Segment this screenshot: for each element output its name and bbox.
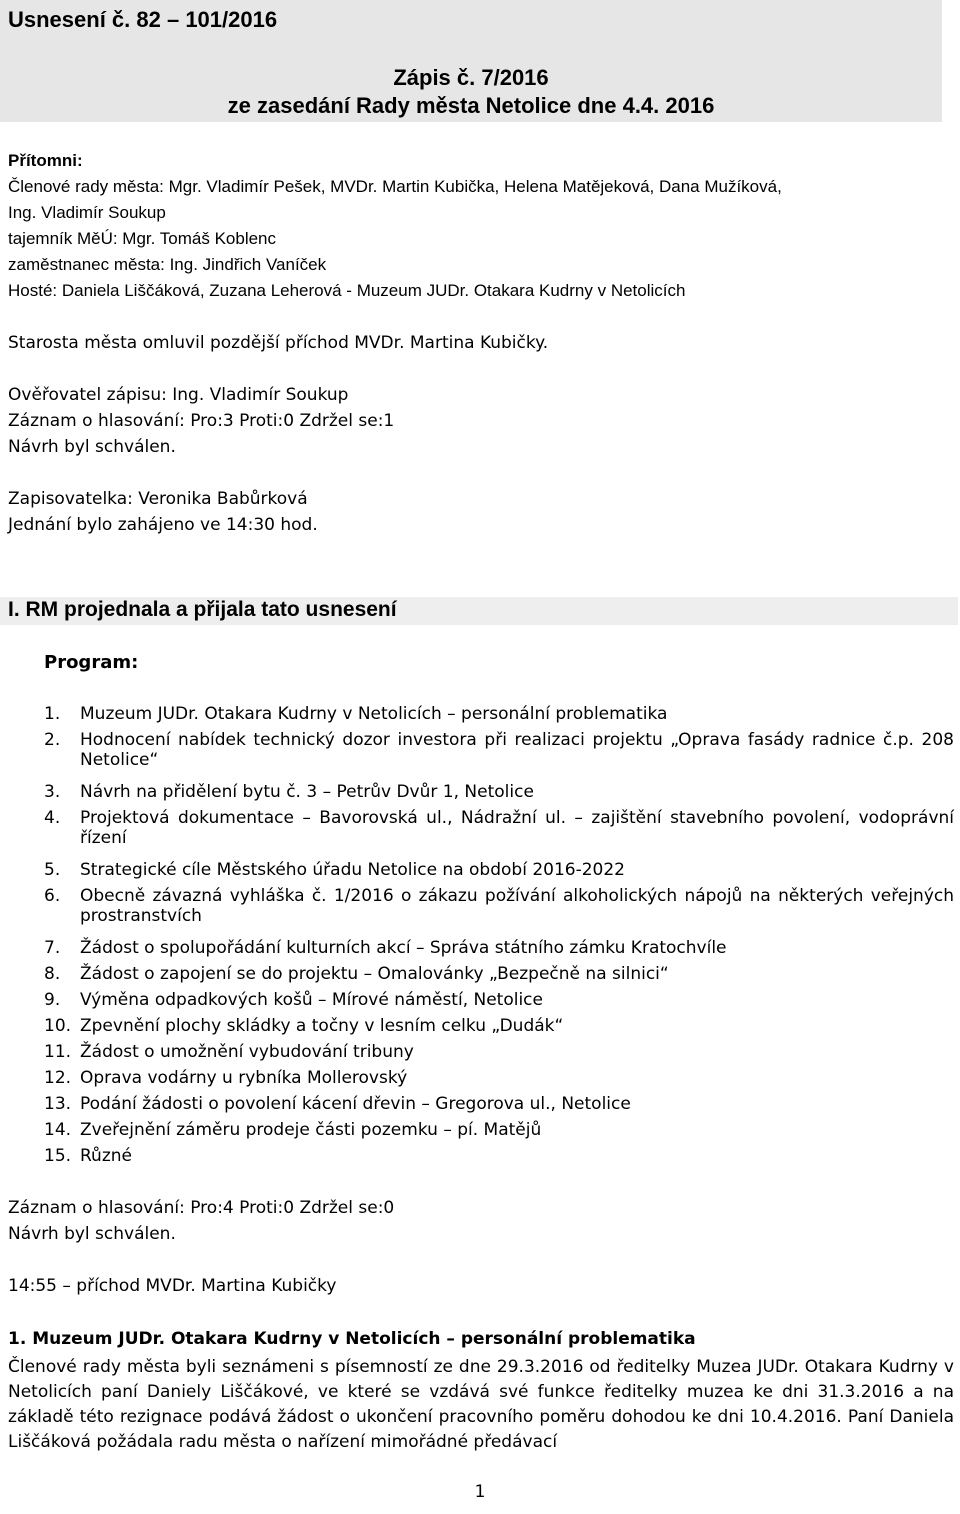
vote-record-1: Záznam o hlasování: Pro:3 Proti:0 Zdržel se:1 [8, 411, 395, 431]
members-line1: Členové rady města: Mgr. Vladimír Pešek, MVDr. Martin Kubička, Helena Matějeková, Dana Mužíková, [8, 177, 782, 196]
program-item-text: Strategické cíle Městského úřadu Netolice na období 2016-2022 [80, 860, 625, 880]
program-item-number: 14. [44, 1120, 72, 1140]
approved-2: Návrh byl schválen. [8, 1224, 176, 1244]
program-item-text: Hodnocení nabídek technický dozor investora při realizaci projektu „Oprava fasády radnice č.p. 208 Netolice“ [80, 730, 954, 771]
program-item-number: 8. [44, 964, 61, 984]
program-item-text: Žádost o spolupořádání kulturních akcí – Správa státního zámku Kratochvíle [80, 938, 727, 958]
program-item-number: 13. [44, 1094, 72, 1114]
program-item-number: 11. [44, 1042, 72, 1062]
apology-note: Starosta města omluvil pozdější příchod MVDr. Martina Kubičky. [8, 333, 549, 353]
program-item-number: 12. [44, 1068, 72, 1088]
program-item-text: Podání žádosti o povolení kácení dřevin – Gregorova ul., Netolice [80, 1094, 631, 1114]
item1-body: Členové rady města byli seznámeni s písemností ze dne 29.3.2016 od ředitelky Muzea JUDr. Otakara Kudrny v Netolicích paní Daniely Liščákové, ve které se vzdává své funkce ředitelky muzea ke dni 31.3.2016 a na základě této rezignace podává žádost o ukončení pracovního poměru dohodou ke dni 10.4.2016. Paní Daniela Liščáková požádala radu města o nařízení mimořádné předávací [8, 1357, 954, 1452]
program-item-number: 15. [44, 1146, 72, 1166]
approved-1: Návrh byl schválen. [8, 437, 176, 457]
program-item-text: Zpevnění plochy skládky a točny v lesním celku „Dudák“ [80, 1016, 564, 1036]
program-item-text: Výměna odpadkových košů – Mírové náměstí, Netolice [80, 990, 543, 1010]
program-item-number: 1. [44, 704, 61, 724]
program-item-text: Různé [80, 1146, 132, 1166]
members-line2: Ing. Vladimír Soukup [8, 203, 166, 222]
secretary: tajemník MěÚ: Mgr. Tomáš Koblenc [8, 229, 277, 248]
vote-record-2: Záznam o hlasování: Pro:4 Proti:0 Zdržel se:0 [8, 1198, 395, 1218]
program-item-number: 3. [44, 782, 61, 802]
page-number: 1 [474, 1482, 486, 1502]
attendance-label: Přítomni: [8, 151, 83, 170]
program-item-text: Muzeum JUDr. Otakara Kudrny v Netolicích – personální problematika [80, 704, 668, 724]
program-item-number: 5. [44, 860, 61, 880]
resolution-range: Usnesení č. 82 – 101/2016 [8, 7, 278, 32]
program-item-text: Žádost o umožnění vybudování tribuny [80, 1042, 414, 1062]
recorder: Zapisovatelka: Veronika Babůrková [8, 489, 308, 509]
program-item-text: Oprava vodárny u rybníka Mollerovský [80, 1068, 408, 1088]
program-item-number: 9. [44, 990, 61, 1010]
verifier: Ověřovatel zápisu: Ing. Vladimír Soukup [8, 385, 349, 405]
program-item-text: Žádost o zapojení se do projektu – Omalovánky „Bezpečně na silnici“ [80, 964, 669, 984]
item1-heading: 1. Muzeum JUDr. Otakara Kudrny v Netolicích – personální problematika [8, 1329, 696, 1349]
program-item-text: Zveřejnění záměru prodeje části pozemku – pí. Matějů [80, 1120, 542, 1140]
program-item-number: 4. [44, 808, 61, 828]
zapis-title: Zápis č. 7/2016 [393, 65, 549, 90]
arrival-note: 14:55 – příchod MVDr. Martina Kubičky [8, 1276, 337, 1296]
program-item-number: 7. [44, 938, 61, 958]
program-item-number: 6. [44, 886, 61, 906]
program-item-text: Projektová dokumentace – Bavorovská ul., Nádražní ul. – zajištění stavebního povolení, vodoprávní řízení [80, 808, 954, 849]
program-item-number: 2. [44, 730, 61, 750]
program-item-text: Návrh na přidělení bytu č. 3 – Petrův Dvůr 1, Netolice [80, 782, 534, 802]
program-label: Program: [44, 652, 139, 673]
meeting-line: ze zasedání Rady města Netolice dne 4.4. 2016 [227, 93, 715, 118]
section-heading: I. RM projednala a přijala tato usnesení [8, 598, 397, 621]
start-time: Jednání bylo zahájeno ve 14:30 hod. [8, 515, 318, 535]
employee: zaměstnanec města: Ing. Jindřich Vaníček [8, 255, 327, 274]
program-item-text: Obecně závazná vyhláška č. 1/2016 o zákazu požívání alkoholických nápojů na některých veřejných prostranstvích [80, 886, 954, 927]
program-item-number: 10. [44, 1016, 72, 1036]
guests: Hosté: Daniela Liščáková, Zuzana Leherová - Muzeum JUDr. Otakara Kudrny v Netolicích [8, 281, 686, 300]
